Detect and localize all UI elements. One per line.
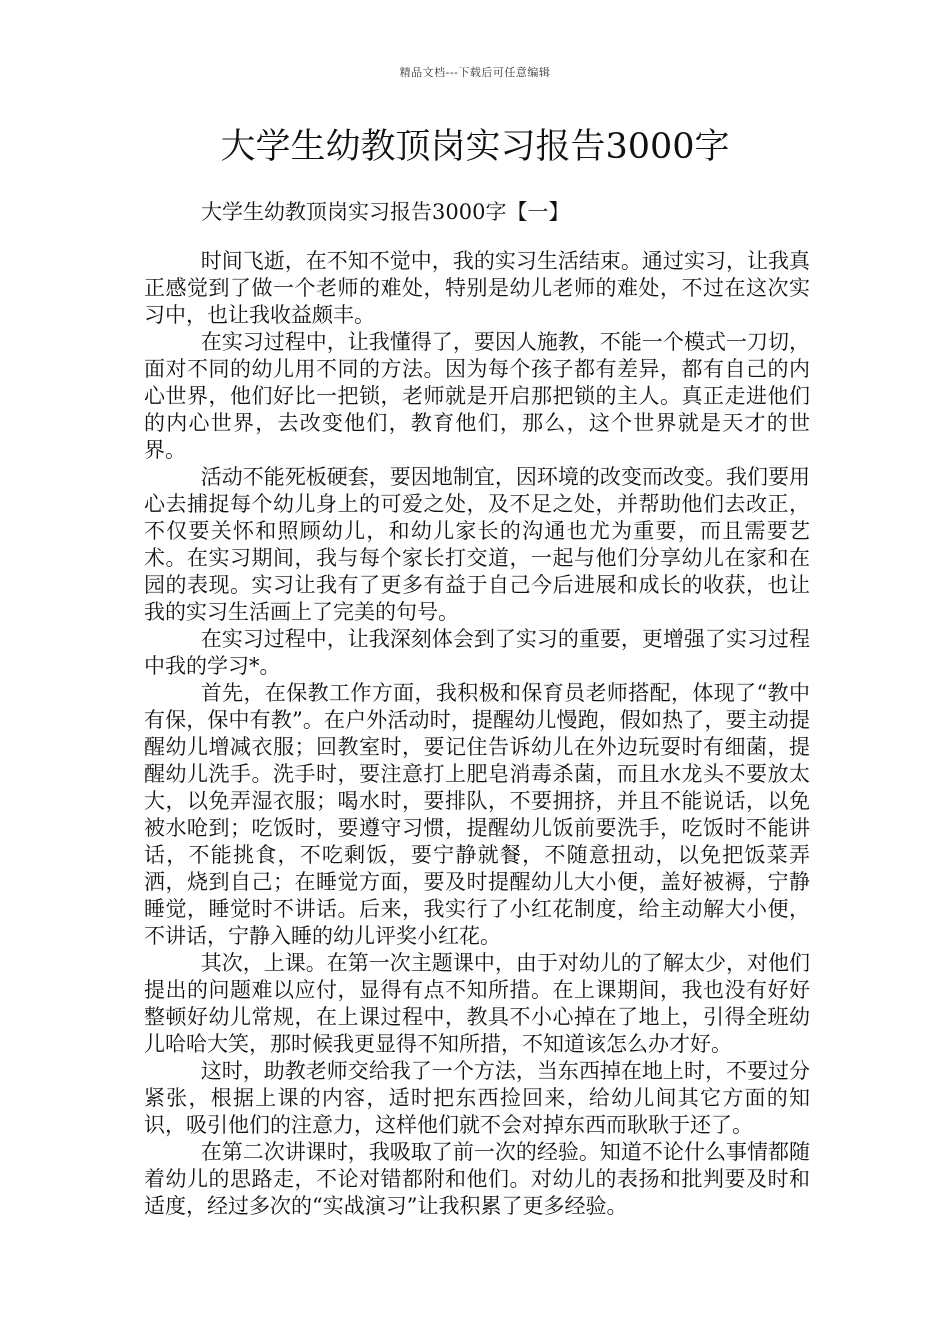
- section-title: 大学生幼教顶岗实习报告3000字【一】: [201, 200, 570, 224]
- paragraph: 其次，上课。在第一次主题课中，由于对幼儿的了解太少，对他们提出的问题难以应付，显得有点不知所措。在上课期间，我也没有好好整顿好幼儿常规，在上课过程中，教具不小心掉在了地上，引得全班幼儿哈哈大笑，那时候我更显得不知所措，不知道该怎么办才好。: [144, 951, 810, 1056]
- paragraph: 活动不能死板硬套，要因地制宜，因环境的改变而改变。我们要用心去捕捉每个幼儿身上的可爱之处，及不足之处，并帮助他们去改正，不仅要关怀和照顾幼儿，和幼儿家长的沟通也尤为重要，而且需要艺术。在实习期间，我与每个家长打交道，一起与他们分享幼儿在家和在园的表现。实习让我有了更多有益于自己今后进展和成长的收获，也让我的实习生活画上了完美的句号。: [144, 465, 810, 624]
- paragraph: 在第二次讲课时，我吸取了前一次的经验。知道不论什么事情都随着幼儿的思路走，不论对错都附和他们。对幼儿的表扬和批判要及时和适度，经过多次的“实战演习”让我积累了更多经验。: [144, 1140, 810, 1218]
- paragraph: 首先，在保教工作方面，我积极和保育员老师搭配，体现了“教中有保，保中有教”。在户外活动时，提醒幼儿慢跑，假如热了，要主动提醒幼儿增减衣服；回教室时，要记住告诉幼儿在外边玩耍时有细菌，提醒幼儿洗手。洗手时，要注意打上肥皂消毒杀菌，而且水龙头不要放太大，以免弄湿衣服；喝水时，要排队，不要拥挤，并且不能说话，以免被水呛到；吃饭时，要遵守习惯，提醒幼儿饭前要洗手，吃饭时不能讲话，不能挑食，不吃剩饭，要宁静就餐，不随意扭动，以免把饭菜弄洒，烧到自己；在睡觉方面，要及时提醒幼儿大小便，盖好被褥，宁静睡觉，睡觉时不讲话。后来，我实行了小红花制度，给主动解大小便，不讲话，宁静入睡的幼儿评奖小红花。: [144, 681, 810, 948]
- paragraph: 在实习过程中，让我懂得了，要因人施教，不能一个模式一刀切，面对不同的幼儿用不同的方法。因为每个孩子都有差异，都有自己的内心世界，他们好比一把锁，老师就是开启那把锁的主人。真正走进他们的内心世界，去改变他们，教育他们，那么，这个世界就是天才的世界。: [144, 330, 810, 462]
- paragraph: 这时，助教老师交给我了一个方法，当东西掉在地上时，不要过分紧张，根据上课的内容，适时把东西捡回来，给幼儿间其它方面的知识，吸引他们的注意力，这样他们就不会对掉东西而耿耿于还了。: [144, 1059, 810, 1137]
- body-text: [144, 248, 810, 1220]
- document-title: 大学生幼教顶岗实习报告3000字: [220, 127, 730, 167]
- paragraph: 时间飞逝，在不知不觉中，我的实习生活结束。通过实习，让我真正感觉到了做一个老师的难处，特别是幼儿老师的难处，不过在这次实习中，也让我收益颇丰。: [144, 249, 810, 327]
- paragraph: 在实习过程中，让我深刻体会到了实习的重要，更增强了实习过程中我的学习*。: [144, 627, 810, 678]
- header-note: 精品文档---下载后可任意编辑: [399, 66, 551, 79]
